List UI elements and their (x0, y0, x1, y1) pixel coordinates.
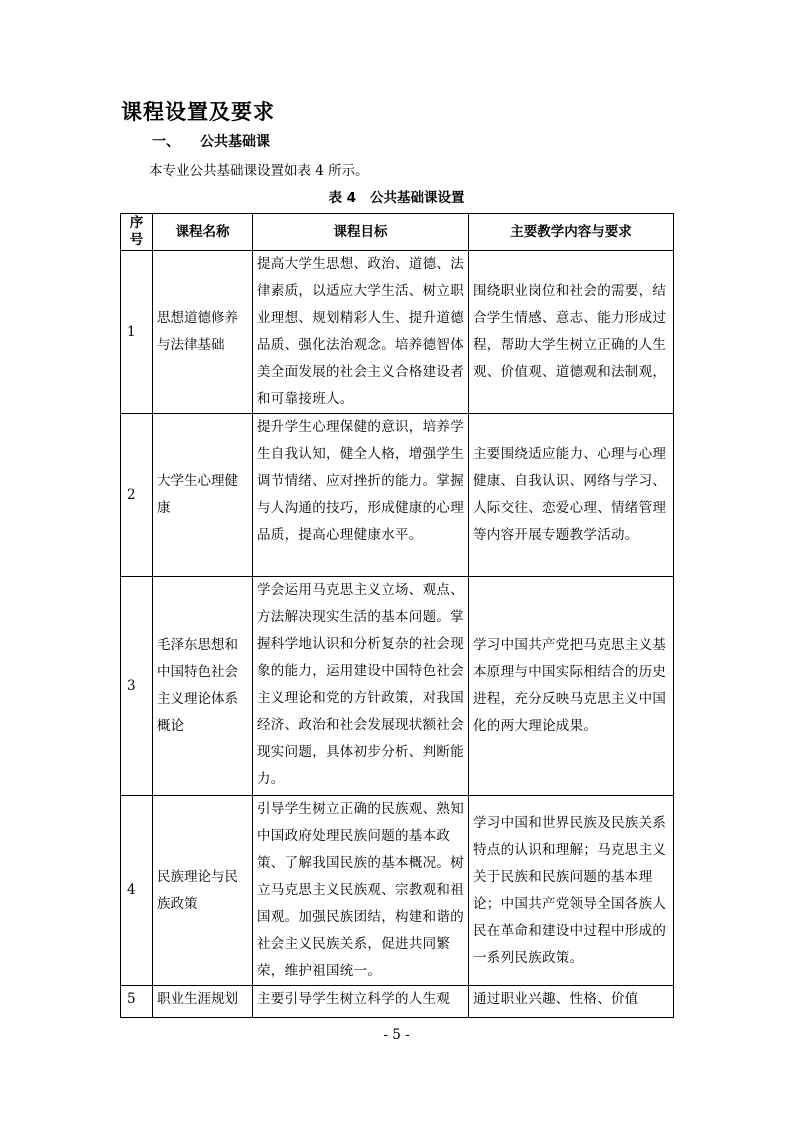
row-num: 3 (121, 577, 153, 796)
row-course-goal: 提升学生心理保健的意识，培养学生自我认知，健全人格，增强学生调节情绪、应对挫折的能力。掌握与人沟通的技巧，形成健康的心理品质，提高心理健康水平。 (253, 414, 469, 577)
row-course-goal: 提高大学生思想、政治、道德、法律素质，以适应大学生活、树立职业理想、规划精彩人生、提升道德品质、强化法治观念。培养德智体美全面发展的社会主义合格建设者和可靠接班人。 (253, 251, 469, 414)
page-heading: 课程设置及要求 (121, 100, 275, 124)
row-course-content: 学习中国和世界民族及民族关系特点的认识和理解；马克思主义关于民族和民族问题的基本理论；中国共产党领导全国各族人民在革命和建设中过程中形成的一系列民族政策。 (469, 796, 674, 986)
table-row (121, 796, 674, 986)
table-row (121, 577, 674, 796)
table-row (121, 251, 674, 414)
row-course-name: 思想道德修养与法律基础 (153, 251, 253, 414)
row-course-name: 职业生涯规划 (153, 986, 253, 1018)
row-num: 2 (121, 414, 153, 577)
row-course-name: 大学生心理健康 (153, 414, 253, 577)
section-title: 公共基础课 (200, 134, 270, 150)
section-heading (152, 131, 270, 151)
section-number: 一、 (152, 134, 180, 150)
table-caption-label: 表 4 (328, 190, 357, 206)
row-num: 1 (121, 251, 153, 414)
table-row (121, 414, 674, 577)
header-goal: 课程目标 (253, 214, 469, 251)
table-caption (0, 186, 793, 206)
row-course-content: 主要围绕适应能力、心理与心理健康、自我认识、网络与学习、人际交往、恋爱心理、情绪管理等内容开展专题教学活动。 (469, 414, 674, 577)
row-num: 5 (121, 986, 153, 1018)
row-num: 4 (121, 796, 153, 986)
row-course-goal: 引导学生树立正确的民族观、熟知中国政府处理民族问题的基本政策、了解我国民族的基本概况。树立马克思主义民族观、宗教观和祖国观。加强民族团结，构建和谐的社会主义民族关系，促进共同繁荣，维护祖国统一。 (253, 796, 469, 986)
page-number: - 5 - (383, 1027, 410, 1043)
row-course-content: 通过职业兴趣、性格、价值 (469, 986, 674, 1018)
course-table (120, 213, 674, 1018)
table-row (121, 986, 674, 1018)
row-course-name: 民族理论与民族政策 (153, 796, 253, 986)
row-course-goal: 主要引导学生树立科学的人生观 (253, 986, 469, 1018)
row-course-name: 毛泽东思想和中国特色社会主义理论体系概论 (153, 577, 253, 796)
row-course-content: 学习中国共产党把马克思主义基本原理与中国实际相结合的历史进程，充分反映马克思主义中国化的两大理论成果。 (469, 577, 674, 796)
intro-paragraph: 本专业公共基础课设置如表 4 所示。 (149, 163, 369, 179)
table-header-row (121, 214, 674, 251)
header-name: 课程名称 (153, 214, 253, 251)
header-num: 序号 (121, 214, 153, 251)
header-content: 主要教学内容与要求 (469, 214, 674, 251)
row-course-content: 围绕职业岗位和社会的需要，结合学生情感、意志、能力形成过程，帮助大学生树立正确的人生观、价值观、道德观和法制观， (469, 251, 674, 414)
row-course-goal: 学会运用马克思主义立场、观点、方法解决现实生活的基本问题。掌握科学地认识和分析复杂的社会现象的能力，运用建设中国特色社会主义理论和党的方针政策，对我国经济、政治和社会发展现状额社会现实问题，具体初步分析、判断能力。 (253, 577, 469, 796)
table-caption-title: 公共基础课设置 (370, 190, 465, 206)
